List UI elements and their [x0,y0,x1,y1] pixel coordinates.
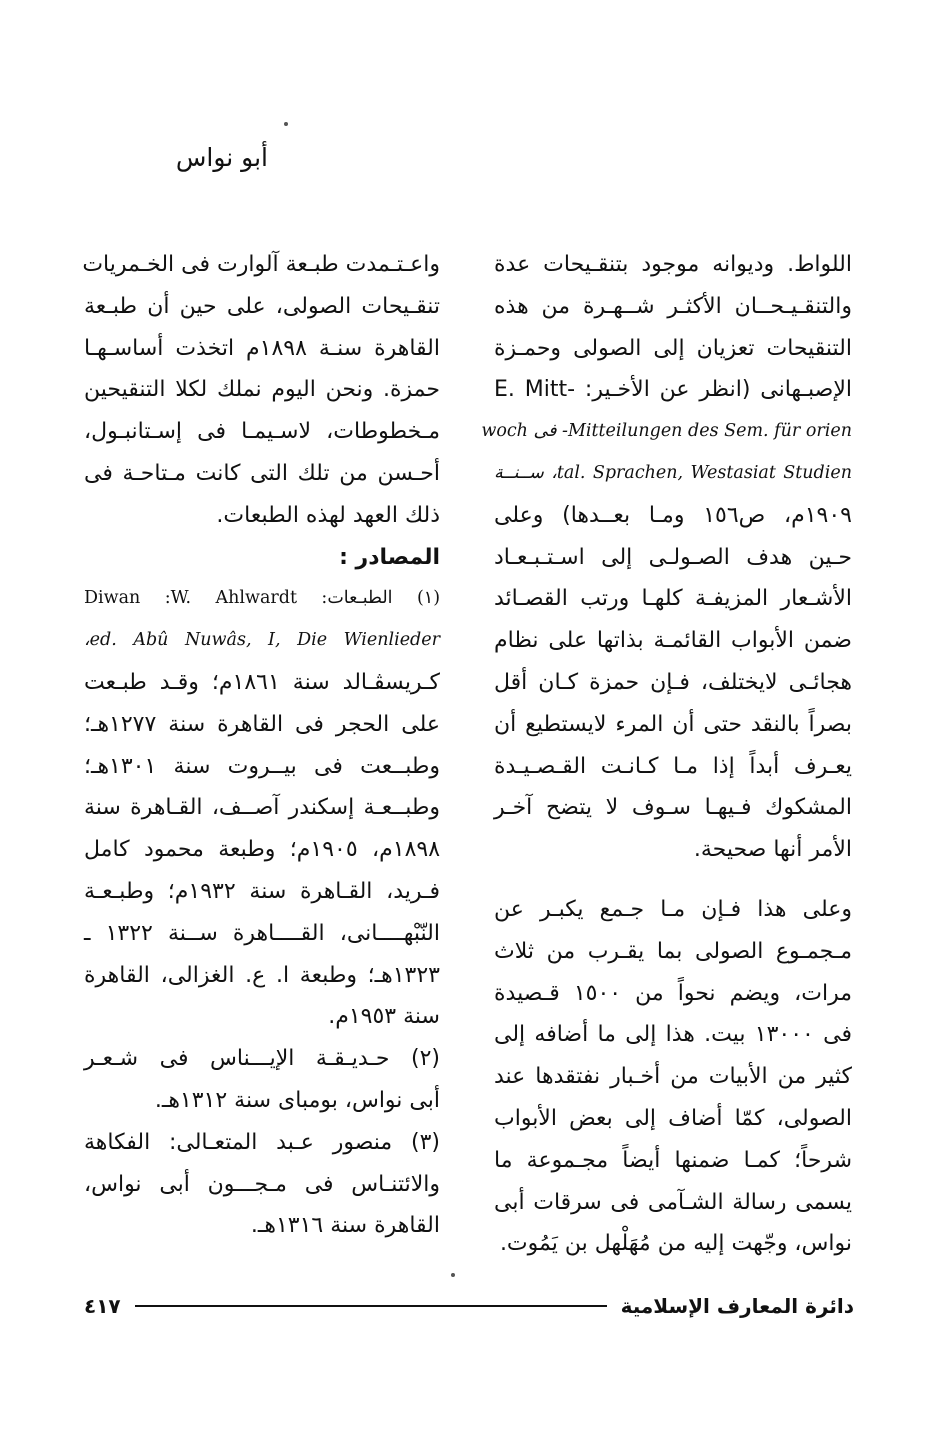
text-line: يسمى رسالة الشـآمى فى سرقات أبى [494,1189,852,1215]
text-line: كـريسڤـالد سنة ١٨٦١م؛ وقـد طبـعت [84,669,440,695]
text-line: ١٨٩٨م، ١٩٠٥م؛ وطبعة محمود كامل [84,837,441,863]
text-line: (٣) منصور عـبد المتعـالى: الفكاهة [84,1129,440,1155]
text-line: والائتنـاس فى مـجـــون أبى نواس، [84,1171,440,1197]
text-line: أحـسن من تلك التى كانت مـتاحـة فى [84,460,440,486]
text-line: كثير من الأبيات من أخـبار نفتقدها عند [494,1064,852,1090]
text-line: ١٩٠٩م، ص١٥٦ ومـا بعــدها) وعلى [494,502,852,528]
text-line: الإصبـهانى (انظر عن الأخـير: -E. Mitt [494,377,852,403]
text-line: هجائـى لايختلف، فـإن حمزة كـان أقل [494,669,852,695]
text-line: ذلك العهد لهذه الطبعات. [216,502,440,528]
left-text-column [84,244,440,1247]
text-line: (١) الطبـعات: Diwan :W. Ahlwardt [84,588,441,609]
text-line: شرحاً؛ كمـا ضمنها أيضاً مجـموعة ما [494,1147,852,1173]
text-line: مـخطوطات، لاسـيمـا فى إسـتانبـول، [84,419,440,445]
text-line: واعـتـمدت طبـعة آلوارت فى الخـمريات [82,252,440,277]
sources-heading: المصادر : [339,544,440,570]
page-footer [84,1286,854,1326]
paragraph-gap [494,871,852,889]
text-line: نواس، وجّهت إليه من مُهَلْهل بن يَمُوت. [499,1231,852,1257]
text-line: المشكوك فـيهـا سـوف لا يتضح آخـر [494,795,852,821]
text-line: ed. Abû Nuwâs, I, Die Wienlieder، [84,630,440,651]
scan-speck [284,122,288,126]
text-line: Mitteilungen des Sem. für orien- فى woch [481,421,852,442]
text-line: وطبــعـة إسكندر آصــف، القـاهرة سنة [84,795,440,821]
text-line: وطبــعت فى بيــروت سنة ١٣٠١هـ؛ [84,753,440,779]
scan-speck [451,1273,455,1277]
text-line: سنة ١٩٥٣م. [328,1004,440,1030]
text-line: ١٣٢٣هـ؛ وطبعة ا. ع. الغزالى، القاهرة [84,962,440,988]
text-line: فى ١٣٠٠٠ بيت. هذا إلى ما أضافه إلى [494,1022,852,1048]
text-line: التنقيحات تعزيان إلى الصولى وحمـزة [494,335,852,361]
text-line: حـين هدف الصـولـى إلى اسـتـبـعـاد [494,544,852,570]
text-line: القاهرة سنة ١٣١٦هـ. [250,1213,440,1239]
text-line: الأشـعار المزيفـة كلهـا ورتب القصـائد [494,586,852,612]
footer-journal-title: دائرة المعارف الإسلامية [620,1294,854,1318]
text-line: يعـرف أبداً إذا مـا كـانـت القـصـيـدة [494,753,852,779]
text-line: النّبْهــــانى، القــــاهرة ســنة ١٣٢٢ ـ [84,920,440,946]
text-line: (٢) حـديـقـة الإيـــناس فى شـعـر [84,1046,440,1072]
text-line: مـجمـوع الصولى بما يقـرب من ثلاث [494,938,852,964]
page-number: ٤١٧ [84,1294,121,1318]
text-line: tal. Sprachen, Westasiat Studien، ســنــة [494,462,852,483]
text-line: الأمر أنها صحيحة. [693,837,852,863]
footer-rule [135,1305,607,1307]
text-line: حمزة. ونحن اليوم نملك لكلا التنقيحين [84,377,440,403]
text-line: وعلى هذا فـإن مـا جـمع يكبـر عن [494,896,852,922]
text-line: بصراً بالنقد حتى أن المرء لايستطيع أن [494,711,852,737]
text-line: والتنقـيـحــان الأكثـر شــهـرة من هذه [494,293,852,319]
text-line: ضمن الأبواب القائمـة بذاتها على نظام [494,628,852,654]
text-line: تنقـيحات الصولى، على حين أن طبـعة [84,293,440,319]
text-line: على الحجر فى القاهرة سنة ١٢٧٧هـ؛ [84,711,440,737]
text-line: القاهرة سنـة ١٨٩٨م اتخذت أساسـهـا [84,335,440,361]
right-text-column [481,244,853,1265]
text-line: اللواط. وديوانه موجود بتنقـيحات عدة [494,252,852,277]
text-line: أبى نواس، بومباى سنة ١٣١٢هـ. [154,1087,440,1113]
text-line: فـريد، القـاهرة سنة ١٩٣٢م؛ وطبـعـة [84,878,440,904]
text-line: مرات، ويضم نحواً من ١٥٠٠ قـصيدة [494,980,853,1006]
running-header-title: أبو نواس [175,143,268,172]
text-line: الصولى، كمّا أضاف إلى بعض الأبواب [494,1105,852,1131]
